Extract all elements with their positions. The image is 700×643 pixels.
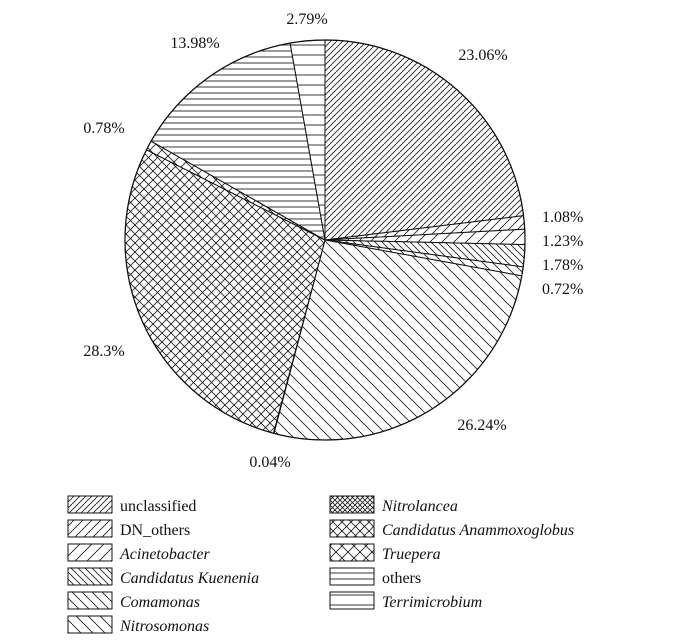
- value-label-terrimicrobium: 2.79%: [286, 11, 328, 28]
- value-label-nitrolancea: 0.04%: [249, 454, 291, 471]
- value-label-acinetobacter: 1.23%: [542, 233, 584, 250]
- value-label-truepera: 0.78%: [83, 120, 125, 137]
- value-label-candidatus-kuenenia: 1.78%: [542, 257, 584, 274]
- legend-item-unclassified: [68, 496, 196, 515]
- legend-item-dn-others: [68, 520, 190, 539]
- legend-swatch-acinetobacter: [68, 544, 112, 561]
- legend-swatch-terrimicrobium: [330, 592, 374, 609]
- value-label-nitrosomonas: 26.24%: [457, 417, 507, 434]
- value-label-comamonas: 0.72%: [542, 281, 584, 298]
- legend-swatch-candidatus-kuenenia: [68, 568, 112, 585]
- legend-item-terrimicrobium: [330, 592, 482, 611]
- legend-item-acinetobacter: [68, 544, 211, 563]
- value-label-dn-others: 1.08%: [542, 209, 584, 226]
- legend-label-candidatus-anammoxoglobus: Candidatus Anammoxoglobus: [382, 522, 575, 539]
- legend-label-candidatus-kuenenia: Candidatus Kuenenia: [120, 570, 260, 587]
- legend-swatch-truepera: [330, 544, 374, 561]
- legend-item-others: [330, 568, 421, 587]
- legend-swatch-dn-others: [68, 520, 112, 537]
- legend-item-nitrolancea: [330, 496, 458, 515]
- legend-label-others: others: [382, 570, 422, 587]
- legend-label-terrimicrobium: Terrimicrobium: [382, 594, 483, 611]
- value-label-candidatus-anammoxoglobus: 28.3%: [83, 343, 125, 360]
- legend-item-candidatus-anammoxoglobus: [330, 520, 574, 539]
- legend-swatch-candidatus-anammoxoglobus: [330, 520, 374, 537]
- legend-swatch-nitrosomonas: [68, 616, 112, 633]
- legend-item-nitrosomonas: [68, 616, 209, 635]
- legend-swatch-nitrolancea: [330, 496, 374, 513]
- legend-label-comamonas: Comamonas: [120, 594, 201, 611]
- pie-slices: [125, 40, 525, 440]
- pie-slice-unclassified: [325, 40, 524, 240]
- legend-item-candidatus-kuenenia: [68, 568, 259, 587]
- legend-item-truepera: [330, 544, 441, 563]
- legend-swatch-comamonas: [68, 592, 112, 609]
- legend-label-acinetobacter: Acinetobacter: [120, 546, 210, 563]
- value-label-unclassified: 23.06%: [458, 47, 508, 64]
- legend-swatch-others: [330, 568, 374, 585]
- legend-item-comamonas: [68, 592, 200, 611]
- legend-label-unclassified: unclassified: [120, 498, 197, 515]
- legend: [68, 496, 574, 635]
- value-label-others: 13.98%: [170, 35, 220, 52]
- legend-label-nitrolancea: Nitrolancea: [382, 498, 458, 515]
- legend-label-dn-others: DN_others: [120, 522, 191, 539]
- legend-swatch-unclassified: [68, 496, 112, 513]
- legend-label-nitrosomonas: Nitrosomonas: [120, 618, 210, 635]
- legend-label-truepera: Truepera: [382, 546, 441, 563]
